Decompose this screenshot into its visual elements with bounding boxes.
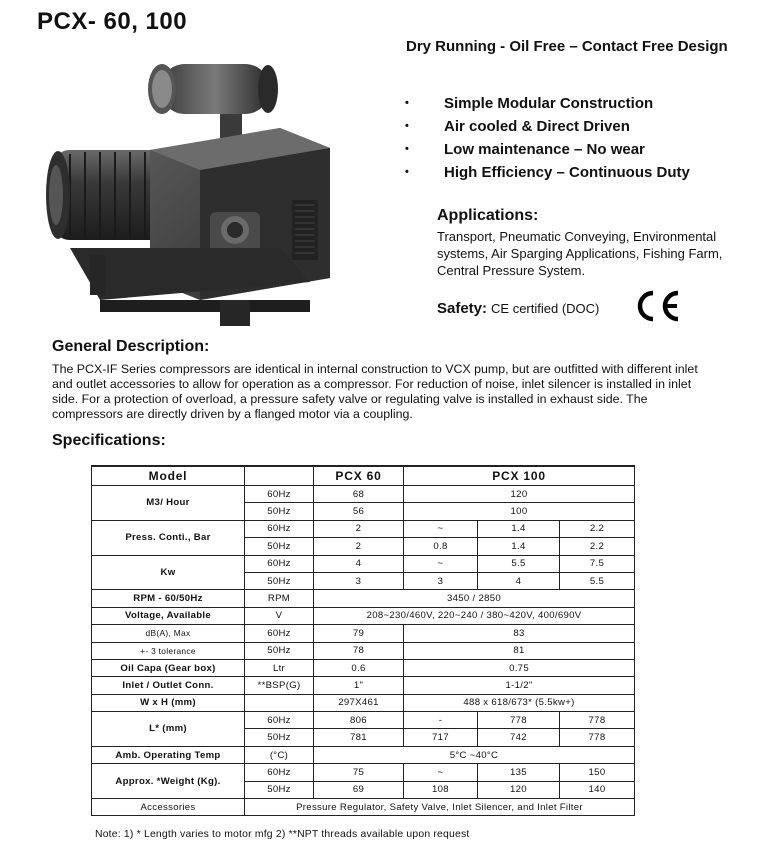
- table-cell: 50Hz: [245, 572, 314, 589]
- table-cell: 208~230/460V, 220~240 / 380~420V, 400/690V: [314, 607, 635, 624]
- row-label-voltage: Voltage, Available: [92, 607, 245, 624]
- table-cell: 4: [314, 555, 404, 572]
- table-cell: 778: [560, 729, 635, 746]
- table-row: [92, 659, 635, 676]
- header-pcx100: PCX 100: [404, 466, 635, 486]
- specifications-heading: Specifications:: [52, 432, 166, 449]
- table-cell: 1": [314, 677, 404, 694]
- header-pcx60: PCX 60: [314, 466, 404, 486]
- table-cell: 781: [314, 729, 404, 746]
- table-cell: ~: [404, 555, 478, 572]
- table-cell: 50Hz: [245, 781, 314, 798]
- feature-list: [405, 92, 690, 184]
- table-row: [92, 520, 635, 537]
- bullet-icon: •: [405, 97, 409, 109]
- feature-item: [405, 161, 690, 184]
- table-cell: 140: [560, 781, 635, 798]
- table-row: [92, 625, 635, 642]
- table-row: [92, 677, 635, 694]
- table-header-row: [92, 466, 635, 486]
- row-label-tolerance: +- 3 tolerance: [92, 642, 245, 659]
- feature-item: [405, 115, 690, 138]
- row-label-oil: Oil Capa (Gear box): [92, 659, 245, 676]
- table-cell: 297X461: [314, 694, 404, 711]
- row-label-ambient-temp: Amb. Operating Temp: [92, 746, 245, 763]
- row-label-kw: Kw: [92, 555, 245, 590]
- table-cell: V: [245, 607, 314, 624]
- table-cell: [245, 694, 314, 711]
- table-cell: 50Hz: [245, 729, 314, 746]
- bullet-icon: •: [405, 166, 409, 178]
- table-cell: Pressure Regulator, Safety Valve, Inlet Silencer, and Inlet Filter: [245, 799, 635, 816]
- feature-item: [405, 92, 690, 115]
- table-cell: ~: [404, 520, 478, 537]
- applications-text: Transport, Pneumatic Conveying, Environmental systems, Air Sparging Applications, Fishing Farm, Central Pressure System.: [437, 229, 723, 278]
- table-cell: 0.6: [314, 659, 404, 676]
- table-cell: 69: [314, 781, 404, 798]
- table-cell: 75: [314, 764, 404, 781]
- table-cell: 2: [314, 520, 404, 537]
- vacuum-compressor-pump-image: [30, 50, 360, 335]
- table-cell: 3450 / 2850: [314, 590, 635, 607]
- row-label-accessories: Accessories: [92, 799, 245, 816]
- table-row: [92, 555, 635, 572]
- safety-label: Safety:: [437, 300, 488, 317]
- feature-item: [405, 138, 690, 161]
- row-label-connection: Inlet / Outlet Conn.: [92, 677, 245, 694]
- table-cell: 83: [404, 625, 635, 642]
- table-cell: 150: [560, 764, 635, 781]
- table-row: [92, 486, 635, 503]
- table-cell: 806: [314, 712, 404, 729]
- table-cell: 717: [404, 729, 478, 746]
- table-cell: 778: [560, 712, 635, 729]
- table-row: [92, 764, 635, 781]
- row-label-dimensions: W x H (mm): [92, 694, 245, 711]
- row-label-pressure: Press. Conti., Bar: [92, 520, 245, 555]
- feature-text: Low maintenance – No wear: [444, 141, 645, 158]
- table-cell: 68: [314, 486, 404, 503]
- table-cell: 60Hz: [245, 712, 314, 729]
- table-cell: 108: [404, 781, 478, 798]
- table-row: [92, 642, 635, 659]
- table-row: [92, 590, 635, 607]
- table-cell: 56: [314, 503, 404, 520]
- table-cell: 60Hz: [245, 555, 314, 572]
- table-row: [92, 712, 635, 729]
- bullet-icon: •: [405, 143, 409, 155]
- general-description-text: The PCX-IF Series compressors are identical in internal construction to VCX pump, but are outfitted with different inlet and outlet accessories to allow for operation as a compressor. For reduction of noise, inlet silencer is installed in inlet side. For a protection of overload, a pressure safety valve or regulating valve is installed in exhaust side. The compressors are directly driven by a flanged motor via a coupling.: [52, 362, 698, 421]
- tagline: Dry Running - Oil Free – Contact Free Design: [406, 38, 728, 55]
- table-cell: 5.5: [478, 555, 560, 572]
- table-cell: 100: [404, 503, 635, 520]
- table-cell: **BSP(G): [245, 677, 314, 694]
- safety-text: CE certified (DOC): [491, 301, 600, 316]
- table-cell: 5.5: [560, 572, 635, 589]
- table-row: [92, 746, 635, 763]
- table-row: [92, 694, 635, 711]
- general-description-heading: General Description:: [52, 338, 210, 355]
- table-cell: 488 x 618/673* (5.5kw+): [404, 694, 635, 711]
- table-cell: 60Hz: [245, 764, 314, 781]
- table-cell: 1.4: [478, 520, 560, 537]
- table-cell: 2: [314, 538, 404, 555]
- table-footnote: Note: 1) * Length varies to motor mfg 2) **NPT threads available upon request: [95, 829, 470, 840]
- table-cell: 742: [478, 729, 560, 746]
- table-cell: 2.2: [560, 538, 635, 555]
- row-label-db: dB(A), Max: [92, 625, 245, 642]
- table-cell: 50Hz: [245, 642, 314, 659]
- table-cell: 60Hz: [245, 520, 314, 537]
- applications-heading: Applications:: [437, 207, 539, 224]
- table-row: [92, 607, 635, 624]
- table-cell: 79: [314, 625, 404, 642]
- table-cell: 0.75: [404, 659, 635, 676]
- feature-text: High Efficiency – Continuous Duty: [444, 164, 690, 181]
- table-cell: 1.4: [478, 538, 560, 555]
- table-cell: 4: [478, 572, 560, 589]
- table-cell: 120: [404, 486, 635, 503]
- table-row: [92, 799, 635, 816]
- header-unit: [245, 466, 314, 486]
- table-cell: ~: [404, 764, 478, 781]
- table-cell: 81: [404, 642, 635, 659]
- table-cell: 78: [314, 642, 404, 659]
- table-cell: 778: [478, 712, 560, 729]
- table-cell: 120: [478, 781, 560, 798]
- table-cell: 135: [478, 764, 560, 781]
- table-cell: (°C): [245, 746, 314, 763]
- table-cell: 2.2: [560, 520, 635, 537]
- table-cell: 60Hz: [245, 486, 314, 503]
- safety-line: [437, 300, 599, 317]
- row-label-m3: M3/ Hour: [92, 486, 245, 521]
- table-cell: 60Hz: [245, 625, 314, 642]
- table-cell: RPM: [245, 590, 314, 607]
- feature-text: Air cooled & Direct Driven: [444, 118, 630, 135]
- page-title: PCX- 60, 100: [37, 8, 188, 35]
- table-cell: -: [404, 712, 478, 729]
- table-cell: 50Hz: [245, 503, 314, 520]
- table-cell: 1-1/2": [404, 677, 635, 694]
- row-label-length: L* (mm): [92, 712, 245, 747]
- table-cell: 5°C ~40°C: [314, 746, 635, 763]
- table-cell: 7.5: [560, 555, 635, 572]
- table-cell: Ltr: [245, 659, 314, 676]
- row-label-rpm: RPM - 60/50Hz: [92, 590, 245, 607]
- table-cell: 3: [314, 572, 404, 589]
- header-model: Model: [92, 466, 245, 486]
- table-cell: 50Hz: [245, 538, 314, 555]
- bullet-icon: •: [405, 120, 409, 132]
- feature-text: Simple Modular Construction: [444, 95, 654, 112]
- table-cell: 0.8: [404, 538, 478, 555]
- ce-mark-icon: [634, 288, 684, 324]
- specifications-table: [91, 465, 635, 816]
- table-cell: 3: [404, 572, 478, 589]
- row-label-weight: Approx. *Weight (Kg).: [92, 764, 245, 799]
